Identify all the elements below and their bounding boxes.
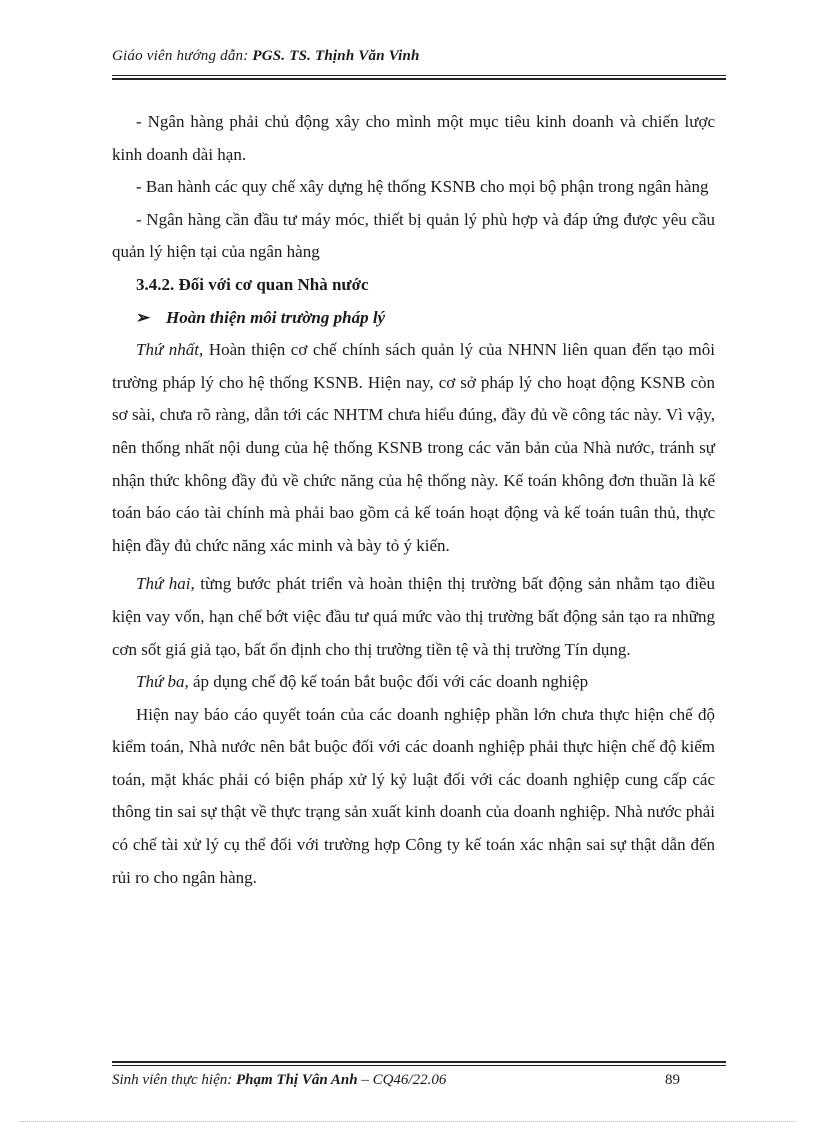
first-lead: Thứ nhất, xyxy=(136,340,204,360)
paragraph-first xyxy=(112,334,715,562)
second-text: từng bước phát triển và hoàn thiện thị trường bất động sản nhằm tạo điều kiện vay vốn, hạn chế bớt việc đầu tư quá mức vào thị trường bất động sản tạo ra những cơn sốt giá giả tạo, bất ổn định cho thị trường tiền tệ và thị trường Tín dụng. xyxy=(112,574,716,659)
page-bottom-dotted-line xyxy=(20,1121,796,1122)
page-body xyxy=(112,106,715,894)
paragraph-goal: - Ngân hàng phải chủ động xây cho mình một mục tiêu kinh doanh và chiến lược kinh doanh dài hạn. xyxy=(112,112,715,164)
header-rule-thin xyxy=(112,75,726,76)
page-footer xyxy=(112,1072,724,1089)
first-text: Hoàn thiện cơ chế chính sách quản lý của NHNN liên quan đến tạo môi trường pháp lý cho hệ thống KSNB. Hiện nay, cơ sở pháp lý cho hoạt động KSNB còn sơ sài, chưa rõ ràng, dẫn tới các NHTM chưa hiểu đúng, đầy đủ về công tác này. Vì vậy, nên thống nhất nội dung của hệ thống KSNB trong các văn bản của Nhà nước, tránh sự nhận thức không đầy đủ về chức năng của hệ thống này. Kế toán không đơn thuần là kế toán báo cáo tài chính mà phải bao gồm cả kế toán hoạt động và kế toán tuân thủ, thực hiện đầy đủ chức năng xác minh và bày tỏ ý kiến. xyxy=(112,340,716,555)
arrow-bullet-icon: ➢ xyxy=(136,307,151,327)
second-lead: Thứ hai, xyxy=(136,574,195,594)
bullet-heading-text: Hoàn thiện môi trường pháp lý xyxy=(166,307,386,327)
footer-rule-thick xyxy=(112,1061,726,1063)
footer-rule-thin xyxy=(112,1065,726,1066)
footer-class-code: – CQ46/22.06 xyxy=(357,1072,447,1088)
paragraph-second xyxy=(112,568,715,666)
paragraph-audit: Hiện nay báo cáo quyết toán của các doanh nghiệp phần lớn chưa thực hiện chế độ kiểm toán, Nhà nước nên bắt buộc đối với các doanh nghiệp phải thực hiện chế độ kiểm toán, mặt khác phải có biện pháp xử lý kỷ luật đối với các doanh nghiệp cung cấp các thông tin sai sự thật về thực trạng sản xuất kinh doanh của doanh nghiệp. Nhà nước phải có chế tài xử lý cụ thể đối với trường hợp Công ty kế toán xác nhận sai sự thật dẫn đến rủi ro cho ngân hàng. xyxy=(112,704,715,887)
third-lead: Thứ ba, xyxy=(136,672,189,692)
bullet-heading xyxy=(112,302,715,335)
footer-label: Sinh viên thực hiện: xyxy=(112,1072,236,1088)
paragraph-third xyxy=(112,666,715,699)
header-label: Giáo viên hướng dẫn: xyxy=(112,48,253,64)
page-header xyxy=(112,48,724,65)
paragraph-regulations: - Ban hành các quy chế xây dựng hệ thống KSNB cho mọi bộ phận trong ngân hàng xyxy=(136,177,709,197)
section-heading: 3.4.2. Đối với cơ quan Nhà nước xyxy=(136,274,369,294)
third-text: áp dụng chế độ kế toán bắt buộc đối với các doanh nghiệp xyxy=(188,672,589,692)
footer-student-name: Phạm Thị Vân Anh xyxy=(235,1072,358,1088)
paragraph-equipment: - Ngân hàng cần đầu tư máy móc, thiết bị quản lý phù hợp và đáp ứng được yêu cầu quản lý hiện tại của ngân hàng xyxy=(112,209,715,262)
page-number: 89 xyxy=(665,1072,680,1088)
header-advisor-name: PGS. TS. Thịnh Văn Vinh xyxy=(252,48,420,64)
header-rule-thick xyxy=(112,78,726,80)
